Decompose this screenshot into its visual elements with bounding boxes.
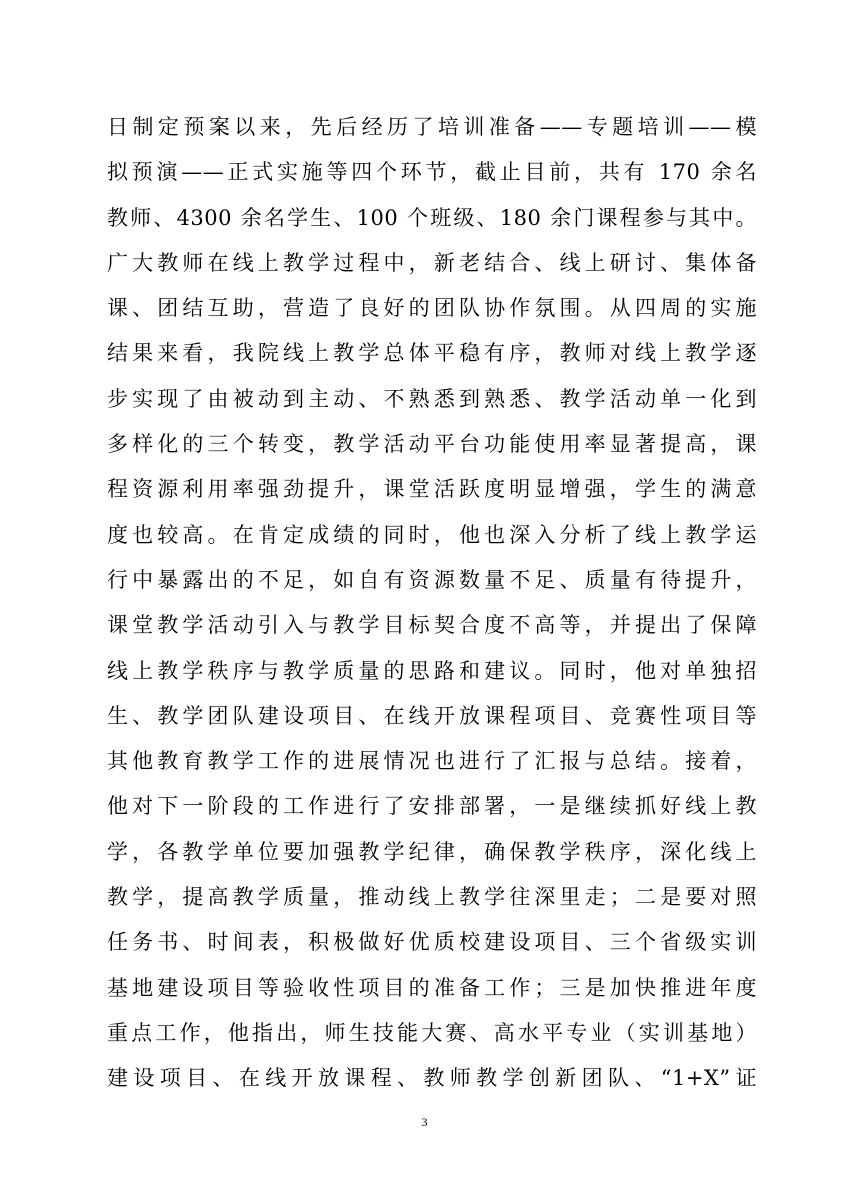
text-line: 行中暴露出的不足，如自有资源数量不足、质量有待提升， bbox=[107, 567, 757, 592]
text-line: 多样化的三个转变，教学活动平台功能使用率显著提高，课 bbox=[107, 432, 757, 457]
text-line: 广大教师在线上教学过程中，新老结合、线上研讨、集体备 bbox=[107, 250, 757, 275]
text-line: 度也较高。在肯定成绩的同时，他也深入分析了线上教学运 bbox=[107, 522, 757, 547]
text-line: 建设项目、在线开放课程、教师教学创新团队、“1+X”证 bbox=[107, 1066, 757, 1091]
body-paragraph bbox=[107, 105, 757, 1102]
text-line: 课堂教学活动引入与教学目标契合度不高等，并提出了保障 bbox=[107, 613, 757, 638]
text-line: 教师、4300 余名学生、100 个班级、180 余门课程参与其中。 bbox=[107, 205, 757, 230]
text-line: 学，各教学单位要加强教学纪律，确保教学秩序，深化线上 bbox=[107, 839, 757, 864]
text-line: 生、教学团队建设项目、在线开放课程项目、竞赛性项目等 bbox=[107, 703, 757, 728]
text-line: 重点工作，他指出，师生技能大赛、高水平专业（实训基地） bbox=[107, 1020, 757, 1045]
text-line: 程资源利用率强劲提升，课堂活跃度明显增强，学生的满意 bbox=[107, 477, 757, 502]
text-line: 日制定预案以来，先后经历了培训准备——专题培训——模 bbox=[107, 115, 757, 139]
page-number: 3 bbox=[421, 1115, 428, 1129]
text-line: 拟预演——正式实施等四个环节，截止目前，共有 170 余名 bbox=[107, 160, 757, 185]
text-line: 基地建设项目等验收性项目的准备工作；三是加快推进年度 bbox=[107, 975, 757, 1000]
text-line: 任务书、时间表，积极做好优质校建设项目、三个省级实训 bbox=[107, 930, 757, 955]
text-line: 线上教学秩序与教学质量的思路和建议。同时，他对单独招 bbox=[107, 658, 757, 683]
text-line: 其他教育教学工作的进展情况也进行了汇报与总结。接着， bbox=[107, 749, 757, 774]
text-line: 教学，提高教学质量，推动线上教学往深里走；二是要对照 bbox=[107, 885, 757, 910]
text-line: 他对下一阶段的工作进行了安排部署，一是继续抓好线上教 bbox=[107, 794, 757, 819]
text-line: 结果来看，我院线上教学总体平稳有序，教师对线上教学逐 bbox=[107, 341, 757, 366]
text-line: 课、团结互助，营造了良好的团队协作氛围。从四周的实施 bbox=[107, 296, 757, 321]
text-line: 步实现了由被动到主动、不熟悉到熟悉、教学活动单一化到 bbox=[107, 386, 757, 411]
